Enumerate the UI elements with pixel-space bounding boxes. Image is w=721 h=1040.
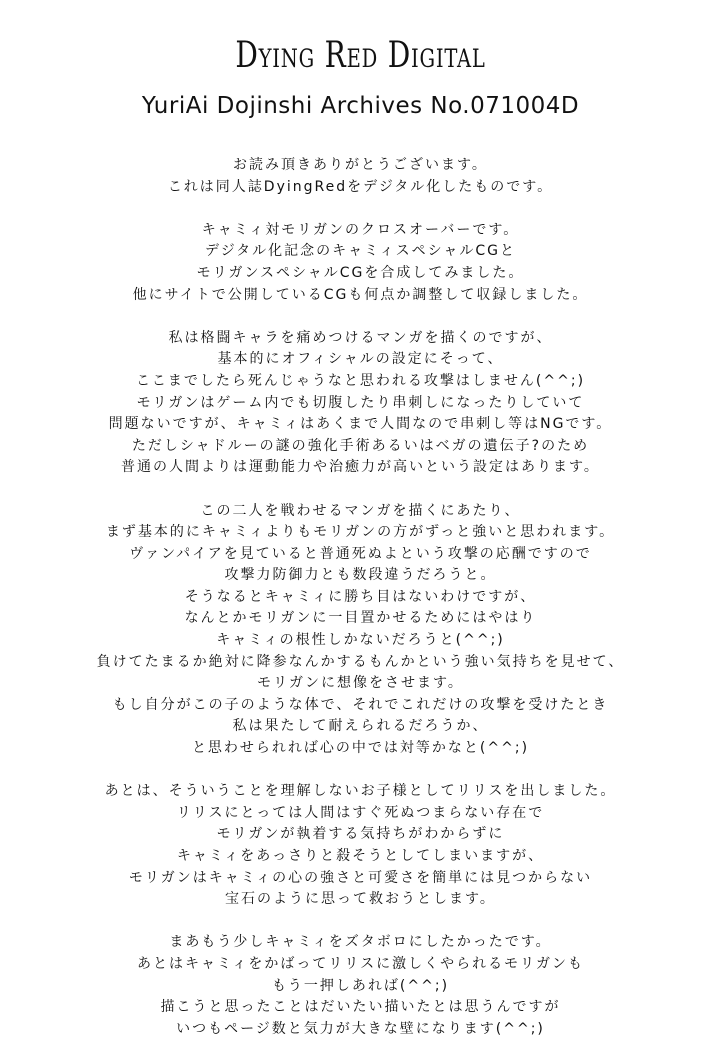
text-line: あとはキャミィをかばってリリスに激しくやられるモリガンも bbox=[136, 955, 585, 972]
text-line: モリガンが執着する気持ちがわからずに bbox=[216, 826, 505, 843]
text-line: いつもページ数と気力が大きな壁になります(^^;) bbox=[176, 1020, 545, 1037]
text-line: デジタル化記念のキャミィスペシャルCGと bbox=[205, 243, 516, 260]
paragraph bbox=[20, 781, 701, 911]
text-line: あとは、そういうことを理解しないお子様としてリリスを出しました。 bbox=[104, 783, 617, 800]
text-line: 攻撃力防御力とも数段違うだろうと。 bbox=[224, 567, 497, 584]
text-line: ここまでしたら死んじゃうなと思われる攻撃はしません(^^;) bbox=[135, 372, 586, 389]
text-line: この二人を戦わせるマンガを描くにあたり、 bbox=[200, 502, 521, 519]
text-line: そうなるとキャミィに勝ち目はないわけですが、 bbox=[184, 588, 537, 605]
paragraph bbox=[20, 932, 701, 1040]
text-line: と思わせられれば心の中では対等かなと(^^;) bbox=[191, 740, 530, 757]
text-line: まあもう少しキャミィをズタボロにしたかったです。 bbox=[169, 934, 552, 951]
text-line: 問題ないですが、キャミィはあくまで人間なので串刺し等はNGです。 bbox=[108, 416, 613, 433]
paragraph bbox=[20, 501, 701, 760]
paragraph bbox=[20, 155, 701, 198]
text-line: キャミィの根性しかないだろうと(^^;) bbox=[216, 632, 505, 649]
text-line: モリガンスペシャルCGを合成してみました。 bbox=[196, 264, 525, 281]
text-line: これは同人誌DyingRedをデジタル化したものです。 bbox=[167, 178, 554, 195]
text-line: キャミィ対モリガンのクロスオーバーです。 bbox=[201, 221, 520, 238]
body-text bbox=[20, 155, 701, 1040]
text-line: 宝石のように思って救おうとします。 bbox=[225, 891, 496, 908]
text-line: 描こうと思ったことはだいたい描いたとは思うんですが bbox=[160, 999, 561, 1016]
text-line: キャミィをあっさりと殺そうとしてしまいますが、 bbox=[176, 848, 545, 864]
paragraph bbox=[20, 328, 701, 479]
text-line: もし自分がこの子のような体で、それでこれだけの攻撃を受けたとき bbox=[112, 696, 609, 713]
text-line: 基本的にオフィシャルの設定にそって、 bbox=[217, 351, 504, 368]
text-line: モリガンはゲーム内でも切腹したり串刺しになったりしていて bbox=[136, 394, 585, 411]
paragraph bbox=[20, 220, 701, 306]
page-title: Dying Red Digital bbox=[235, 35, 486, 76]
text-line: 私は格闘キャラを痛めつけるマンガを描くのですが、 bbox=[168, 329, 553, 346]
text-line: リリスにとっては人間はすぐ死ぬつまらない存在で bbox=[176, 804, 545, 821]
text-line: ヴァンパイアを見ていると普通死ぬよという攻撃の応酬ですので bbox=[129, 545, 592, 562]
text-line: なんとかモリガンに一目置かせるためにはやはり bbox=[184, 610, 537, 627]
text-line: モリガンはキャミィの心の強さと可愛さを簡単には見つからない bbox=[128, 869, 593, 886]
text-line: 普通の人間よりは運動能力や治癒力が高いという設定はあります。 bbox=[121, 459, 600, 476]
text-line: まず基本的にキャミィよりもモリガンの方がずっと強いと思われます。 bbox=[105, 524, 616, 541]
text-line: 私は果たして耐えられるだろうか、 bbox=[232, 718, 489, 735]
text-line: モリガンに想像をさせます。 bbox=[257, 675, 464, 692]
page-subtitle: YuriAi Dojinshi Archives No.071004D bbox=[141, 93, 580, 119]
text-line: お読み頂きありがとうございます。 bbox=[233, 157, 488, 173]
text-line: 負けてたまるか絶対に降参なんかするもんかという強い気持ちを見せて、 bbox=[96, 653, 625, 670]
text-line: もう一押しあれば(^^;) bbox=[271, 977, 450, 994]
text-line: ただしシャドルーの謎の強化手術あるいはベガの遺伝子?のため bbox=[131, 437, 590, 454]
text-line: 他にサイトで公開しているCGも何点か調整して収録しました。 bbox=[132, 286, 589, 303]
